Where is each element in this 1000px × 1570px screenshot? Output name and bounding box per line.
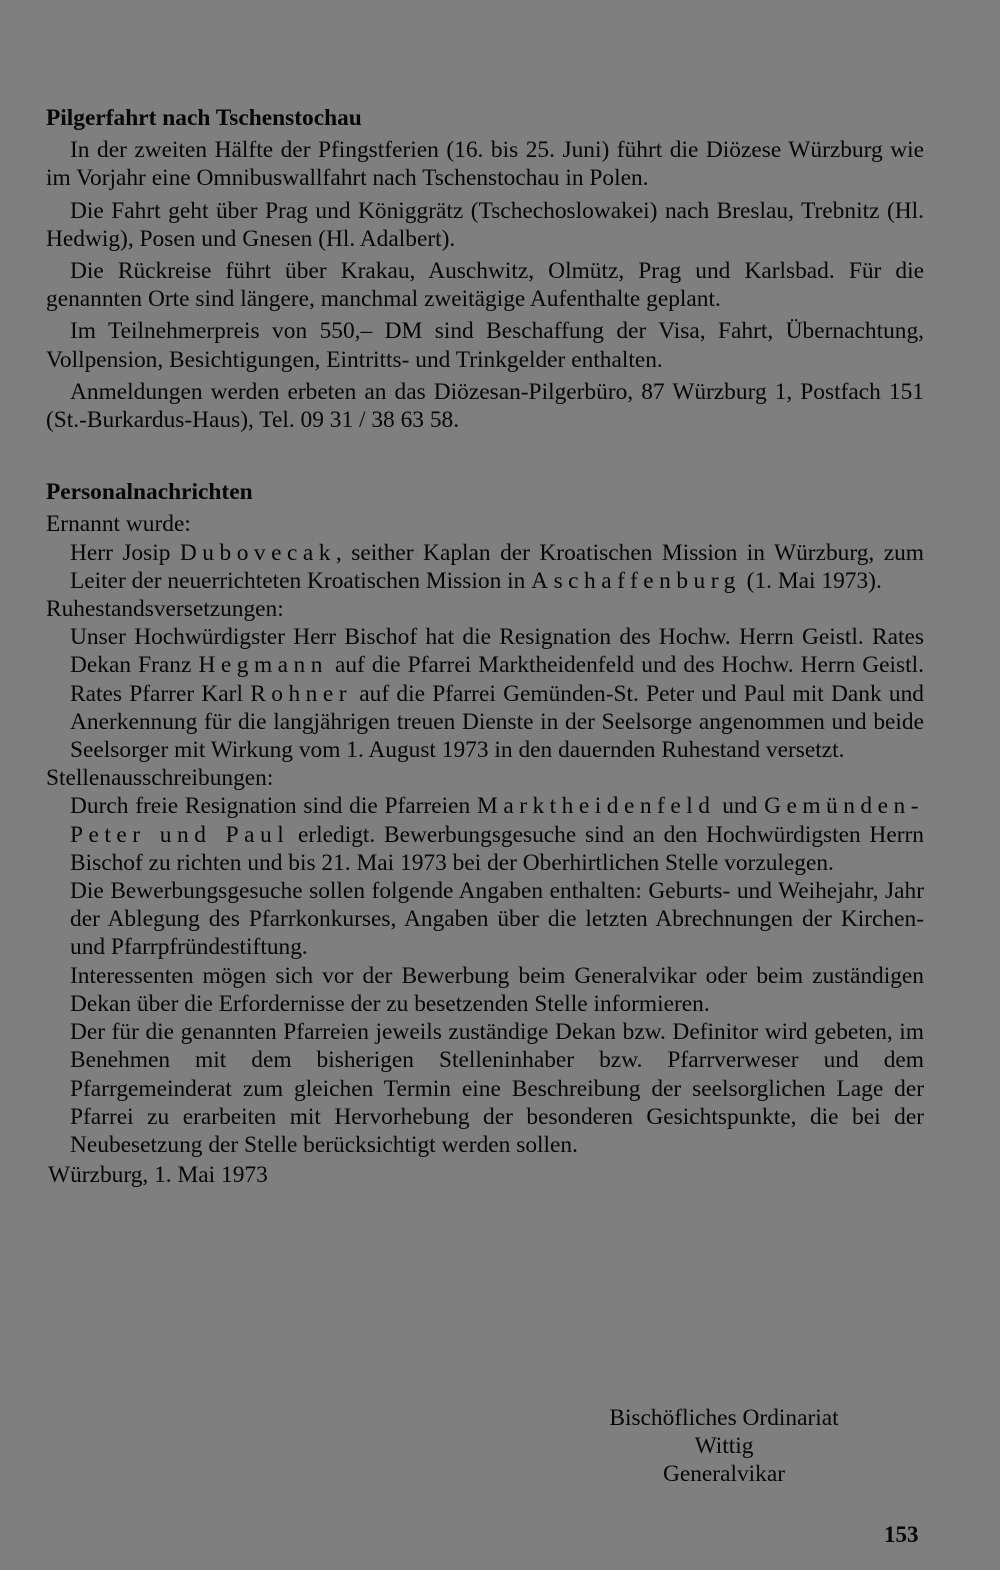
document-page bbox=[46, 104, 924, 1189]
section-personalnachrichten bbox=[46, 478, 924, 1189]
paragraph-stellen-resignation: Durch freie Resignation sind die Pfarreien Marktheidenfeld und Gemünden-Peter und Paul erledigt. Bewerbungsgesuche sind an den Hochwürdigsten Herrn Bischof zu richten und bis 21. Mai 1973 bei der Oberhirtlichen Stelle vorzulegen. bbox=[70, 793, 924, 876]
parish-name-gemuenden: Gemünden-Peter und Paul bbox=[70, 793, 924, 848]
subheading-ernannt: Ernannt wurde: bbox=[46, 511, 191, 538]
section-heading-personalnachrichten: Personalnachrichten bbox=[46, 479, 253, 506]
paragraph-ernannt: Herr Josip Dubovecak, seither Kaplan der Kroatischen Mission in Würzburg, zum Leiter der neuerrichteten Kroatischen Mission in Aschaffenburg (1. Mai 1973). bbox=[70, 539, 924, 594]
person-name-rohner: Rohner bbox=[250, 680, 353, 707]
signature-name: Wittig bbox=[694, 1433, 754, 1459]
paragraph-pilgerfahrt-return: Die Rückreise führt über Krakau, Auschwitz, Olmütz, Prag und Karlsbad. Für die genannten Orte sind längere, manchmal zweitägige Aufenthalte geplant. bbox=[46, 258, 924, 313]
paragraph-stellen-dekan: Der für die genannten Pfarreien jeweils zuständige Dekan bzw. Definitor wird gebeten, im Benehmen mit dem bisherigen Stelleninhaber bzw. Pfarrverweser und dem Pfarrgemeinderat zum gleichen Termin eine Beschreibung der seelsorglichen Lage der Pfarrei zu erarbeiten mit Hervorhebung der besonderen Gesichtspunkte, die bei der Neubesetzung der Stelle berücksichtigt werden sollen. bbox=[70, 1019, 924, 1158]
section-heading-pilgerfahrt: Pilgerfahrt nach Tschenstochau bbox=[46, 105, 362, 131]
signature-office: Bischöfliches Ordinariat bbox=[609, 1405, 839, 1431]
signature-block bbox=[584, 1404, 864, 1488]
subheading-ruhestand: Ruhestandsversetzungen: bbox=[46, 596, 284, 623]
paragraph-pilgerfahrt-intro: In der zweiten Hälfte der Pfingstferien (16. bis 25. Juni) führt die Diözese Würzburg wie im Vorjahr eine Omnibuswallfahrt nach Tschenstochau in Polen. bbox=[46, 137, 924, 192]
paragraph-stellen-angaben: Die Bewerbungsgesuche sollen folgende Angaben enthalten: Geburts- und Weihejahr, Jahr der Ablegung des Pfarrkonkurses, Angaben über die letzten Abrechnungen der Kirchen- und Pfarrpfründestiftung. bbox=[70, 878, 924, 961]
paragraph-pilgerfahrt-route: Die Fahrt geht über Prag und Königgrätz (Tschechoslowakei) nach Breslau, Trebnitz (Hl. Hedwig), Posen und Gnesen (Hl. Adalbert). bbox=[46, 197, 924, 252]
person-name-hegmann: Hegmann bbox=[198, 652, 328, 679]
paragraph-ruhestand: Unser Hochwürdigster Herr Bischof hat die Resignation des Hochw. Herrn Geistl. Rates Dekan Franz Hegmann auf die Pfarrei Marktheidenfeld und des Hochw. Herrn Geistl. Rates Pfarrer Karl Rohner auf die Pfarrei Gemünden-St. Peter und Paul mit Dank und Anerkennung für die langjährigen treuen Dienste in der Seelsorge angenommen und beide Seelsorger mit Wirkung vom 1. August 1973 in den dauernden Ruhestand versetzt. bbox=[70, 624, 924, 764]
paragraph-stellen-interessenten: Interessenten mögen sich vor der Bewerbung beim Generalvikar oder beim zuständigen Dekan über die Erfordernisse der zu besetzenden Stelle informieren. bbox=[70, 962, 924, 1017]
subheading-stellen: Stellenausschreibungen: bbox=[46, 765, 274, 792]
paragraph-pilgerfahrt-registration: Anmeldungen werden erbeten an das Diözesan-Pilgerbüro, 87 Würzburg 1, Postfach 151 (St.-Burkardus-Haus), Tel. 09 31 / 38 63 58. bbox=[46, 378, 924, 434]
person-name-dubovecak: Dubovecak bbox=[179, 539, 336, 566]
signature-title: Generalvikar bbox=[662, 1461, 786, 1487]
paragraph-pilgerfahrt-price: Im Teilnehmerpreis von 550,– DM sind Beschaffung der Visa, Fahrt, Übernachtung, Vollpension, Besichtigungen, Eintritts- und Trinkgelder enthalten. bbox=[46, 318, 924, 373]
parish-name-marktheidenfeld: Marktheidenfeld bbox=[477, 793, 716, 820]
page-number: 153 bbox=[884, 1522, 919, 1547]
date-line: Würzburg, 1. Mai 1973 bbox=[48, 1162, 268, 1189]
place-name-aschaffenburg: Aschaffenburg bbox=[531, 567, 741, 594]
